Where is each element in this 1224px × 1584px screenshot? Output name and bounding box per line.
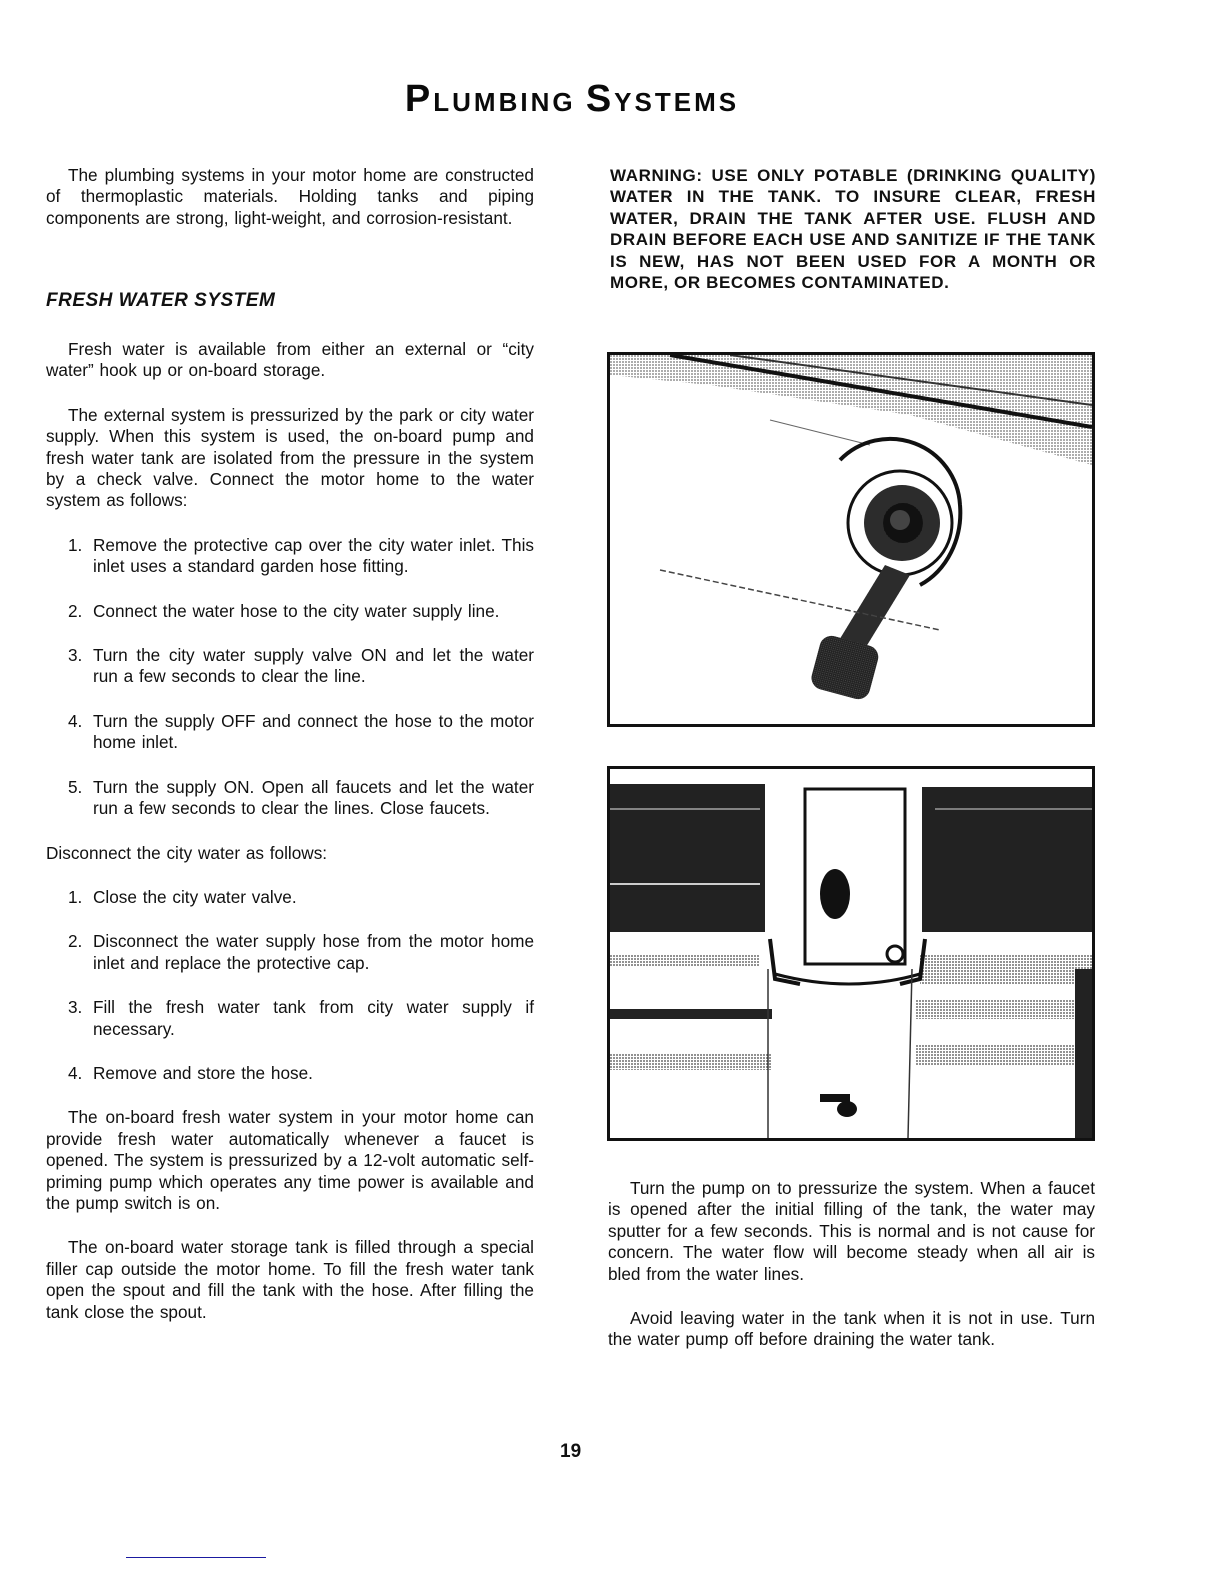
step-text: Turn the supply ON. Open all faucets and let the water run a few seconds to clear the lines. Close faucets. <box>93 776 534 819</box>
page-number: 19 <box>560 1441 582 1462</box>
connect-step <box>46 711 534 754</box>
footer-rule <box>126 1557 266 1558</box>
title-word-plumbing: LUMBING <box>433 87 576 117</box>
step-number: 1. <box>68 534 83 555</box>
step-text: Turn the city water supply valve ON and let the water run a few seconds to clear the line. <box>93 645 534 687</box>
intro-paragraph: The plumbing systems in your motor home are constructed of thermoplastic materials. Holding tanks and piping components are strong, light-weight, and corrosion-resistant. <box>46 165 534 228</box>
disconnect-step <box>46 887 534 908</box>
disconnect-intro: Disconnect the city water as follows: <box>46 842 328 863</box>
warning-notice: WARNING: USE ONLY POTABLE (DRINKING QUALITY) WATER IN THE TANK. TO INSURE CLEAR, FRESH WATER, DRAIN THE TANK AFTER USE. FLUSH AND DRAIN BEFORE EACH USE AND SANITIZE IF THE TANK IS NEW, HAS NOT BEEN USED FOR A MONTH OR MORE, OR BECOMES CONTAMINATED. <box>610 166 1096 293</box>
step-number: 3. <box>68 645 83 666</box>
title-initial-s: S <box>585 78 615 120</box>
step-text: Turn the supply OFF and connect the hose to the motor home inlet. <box>93 710 534 753</box>
step-text: Remove the protective cap over the city water inlet. This inlet uses a standard garden hose fitting. <box>93 534 534 577</box>
step-number: 3. <box>68 997 83 1018</box>
step-text: Disconnect the water supply hose from the motor home inlet and replace the protective cap. <box>93 931 534 973</box>
step-number: 1. <box>68 886 83 907</box>
connect-step <box>46 645 534 688</box>
page-title <box>0 78 1144 121</box>
disconnect-steps-list <box>46 887 534 1084</box>
avoid-water-paragraph: Avoid leaving water in the tank when it is not in use. Turn the water pump off before draining the water tank. <box>608 1308 1095 1350</box>
step-text: Fill the fresh water tank from city water supply if necessary. <box>93 997 534 1039</box>
step-text: Close the city water valve. <box>93 886 297 907</box>
step-number: 5. <box>68 776 83 797</box>
photo-city-water-inlet <box>607 352 1095 727</box>
storage-tank-paragraph: The on-board water storage tank is filled through a special filler cap outside the motor home. To fill the fresh water tank open the spout and fill the tank with the hose. After filling the tank close the spout. <box>46 1237 534 1322</box>
step-number: 4. <box>68 1062 83 1083</box>
step-text: Remove and store the hose. <box>93 1062 313 1083</box>
pump-paragraph: Turn the pump on to pressurize the system. When a faucet is opened after the initial filling of the tank, the water may sputter for a few seconds. This is normal and is not cause for concern. The water flow will become steady when all air is bled from the water lines. <box>608 1178 1095 1284</box>
section-heading-fresh-water: FRESH WATER SYSTEM <box>46 290 276 311</box>
disconnect-step <box>46 931 534 974</box>
photo-fill-spout <box>607 766 1095 1141</box>
disconnect-step <box>46 997 534 1040</box>
onboard-system-paragraph: The on-board fresh water system in your motor home can provide fresh water automatically whenever a faucet is opened. The system is pressurized by a 12-volt automatic self-priming pump which operates any time power is available and the pump switch is on. <box>46 1107 534 1213</box>
fresh-water-paragraph: Fresh water is available from either an external or “city water” hook up or on-board storage. <box>46 339 534 381</box>
connect-step <box>46 601 534 622</box>
connect-step <box>46 535 534 578</box>
step-text: Connect the water hose to the city water supply line. <box>93 600 500 621</box>
connect-steps-list <box>46 535 534 820</box>
title-initial-p: P <box>404 78 434 120</box>
step-number: 4. <box>68 710 83 731</box>
inlet-illustration <box>610 355 1092 724</box>
fresh-water-block <box>46 339 534 1323</box>
connect-step <box>46 777 534 820</box>
title-word-systems: YSTEMS <box>614 87 740 117</box>
fill-spout-illustration <box>610 769 1092 1138</box>
disconnect-step <box>46 1063 534 1084</box>
step-number: 2. <box>68 600 83 621</box>
step-number: 2. <box>68 931 83 952</box>
intro-block <box>46 165 534 229</box>
external-system-paragraph: The external system is pressurized by the park or city water supply. When this system is used, the on-board pump and fresh water tank are isolated from the pressure in the system by a check valve. Connect the motor home to the water system as follows: <box>46 404 534 511</box>
pump-block <box>608 1178 1095 1351</box>
